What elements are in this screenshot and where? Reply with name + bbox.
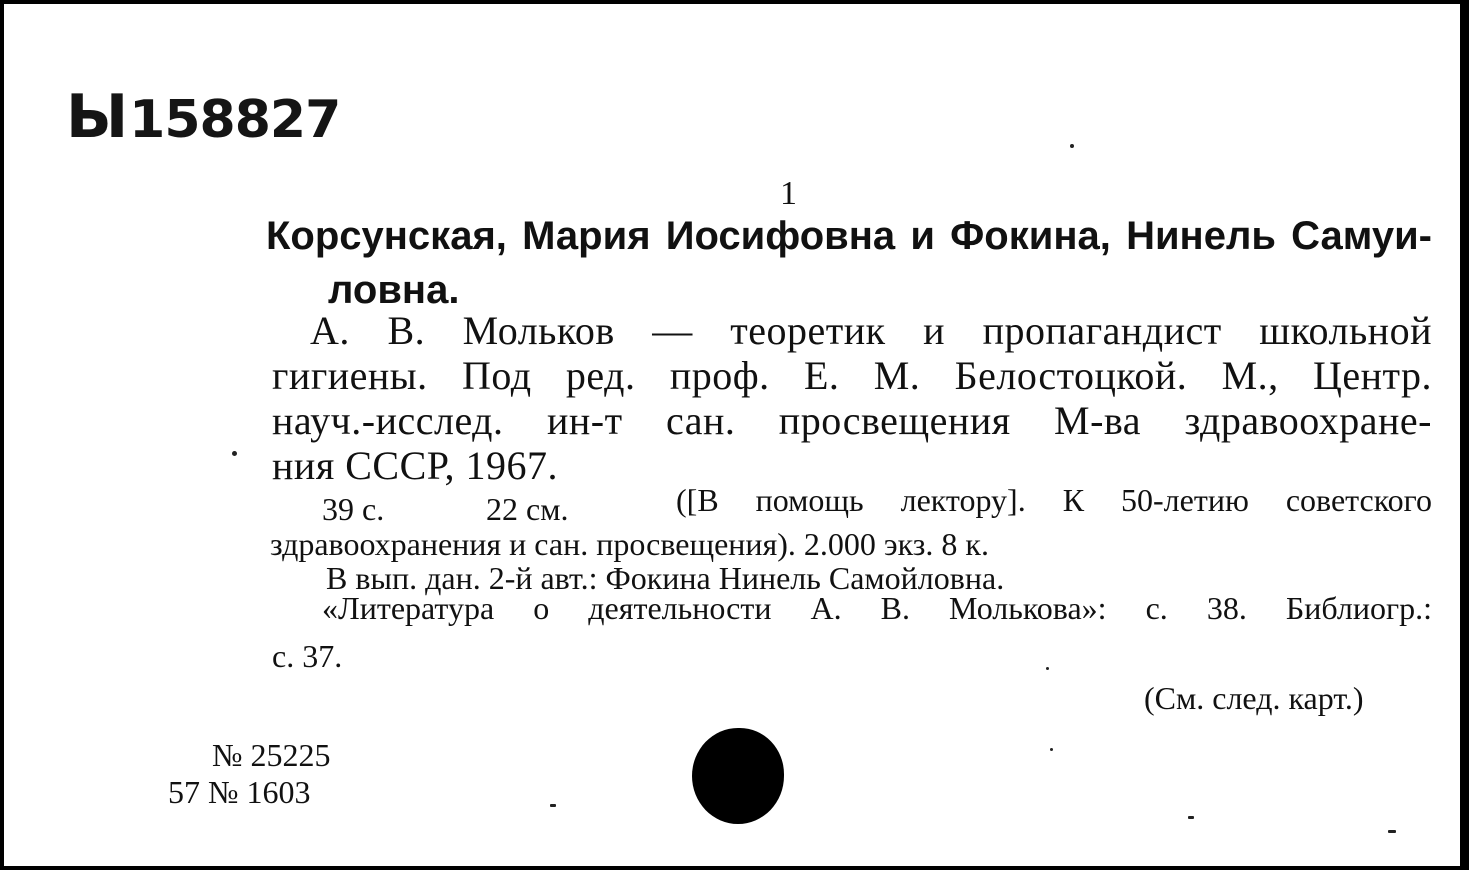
inventory-number-1: № 25225 — [212, 737, 331, 773]
title-line-1: А. В. Мольков — теоретик и пропагандист школьной — [310, 308, 1432, 353]
note-second-author: В вып. дан. 2-й авт.: Фокина Нинель Самойловна. — [326, 560, 1005, 596]
dust-speck — [232, 451, 237, 456]
stamp-prefix: Ы — [66, 82, 128, 152]
dust-speck — [1070, 144, 1074, 148]
accession-stamp — [66, 82, 340, 152]
continuation-note: (См. след. карт.) — [1144, 680, 1364, 716]
dust-speck — [1188, 816, 1194, 819]
book-size: 22 см. — [486, 491, 569, 527]
dust-speck — [1050, 748, 1053, 751]
note-literature-line-2: с. 37. — [272, 638, 343, 674]
page-count: 39 с. — [322, 491, 385, 527]
title-line-2: гигиены. Под ред. проф. Е. М. Белостоцкой. М., Центр. — [272, 353, 1432, 398]
punch-hole — [692, 728, 784, 824]
dust-speck — [550, 804, 556, 807]
catalog-card — [4, 4, 1460, 866]
series-line-2: здравоохранения и сан. просвещения). 2.000 экз. 8 к. — [270, 526, 989, 562]
note-literature-line-1: «Литература о деятельности А. В. Молькова»: с. 38. Библиогр.: — [322, 590, 1432, 626]
dust-speck — [1388, 830, 1396, 833]
title-line-3: науч.-исслед. ин-т сан. просвещения М-ва здравоохране- — [272, 398, 1432, 443]
author-heading-line-2: ловна. — [328, 268, 460, 312]
inventory-number-2: 57 № 1603 — [168, 774, 311, 810]
stamp-number: 158827 — [129, 90, 341, 150]
title-line-4: ния СССР, 1967. — [272, 443, 558, 488]
author-heading-line-1: Корсунская, Мария Иосифовна и Фокина, Нинель Самуи- — [266, 214, 1432, 258]
card-sequence-number: 1 — [780, 175, 797, 212]
series-line-1: ([В помощь лектору]. К 50-летию советского — [676, 482, 1432, 518]
dust-speck — [1046, 667, 1049, 670]
